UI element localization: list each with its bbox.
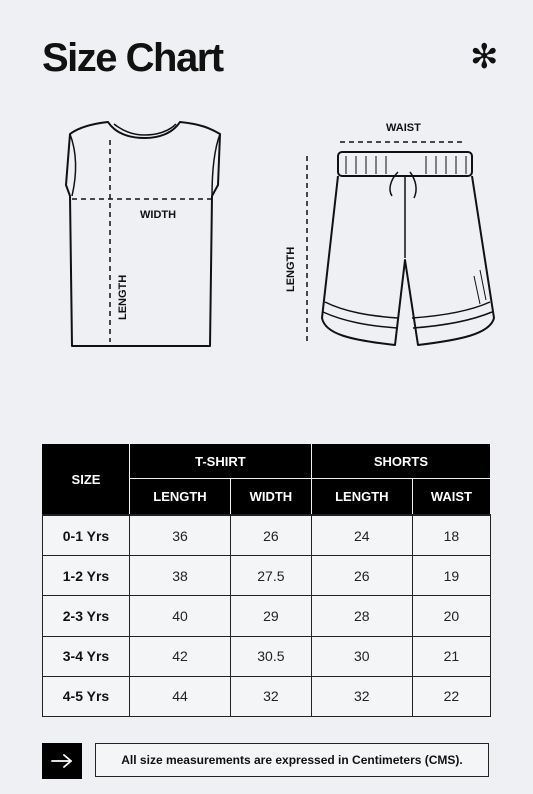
column-header: WIDTH (230, 479, 311, 516)
table-cell: 36 (130, 515, 231, 556)
shorts-illustration (307, 142, 494, 345)
tshirt-length-label: LENGTH (117, 274, 129, 320)
table-cell: 26 (230, 515, 311, 556)
table-row (43, 515, 491, 556)
table-row (43, 556, 491, 596)
table-cell: 32 (230, 676, 311, 716)
table-cell: 27.5 (230, 556, 311, 596)
arrow-right-icon (42, 743, 82, 779)
size-cell: 4-5 Yrs (43, 676, 130, 716)
size-cell: 1-2 Yrs (43, 556, 130, 596)
table-cell: 19 (412, 556, 490, 596)
table-cell: 29 (230, 596, 311, 636)
table-cell: 30 (311, 636, 412, 676)
table-cell: 44 (130, 676, 231, 716)
page-title: Size Chart (42, 36, 223, 80)
table-cell: 22 (412, 676, 490, 716)
measurement-note: All size measurements are expressed in Centimeters (CMS). (95, 743, 489, 777)
table-cell: 38 (130, 556, 231, 596)
group-header-tshirt: T-SHIRT (130, 444, 312, 479)
table-cell: 18 (412, 515, 490, 556)
size-header: SIZE (43, 444, 130, 516)
table-cell: 42 (130, 636, 231, 676)
group-header-shorts: SHORTS (311, 444, 490, 479)
tshirt-width-label: WIDTH (140, 209, 177, 221)
size-cell: 0-1 Yrs (43, 515, 130, 556)
table-cell: 21 (412, 636, 490, 676)
size-cell: 2-3 Yrs (43, 596, 130, 636)
tshirt-illustration (66, 122, 220, 346)
table-cell: 28 (311, 596, 412, 636)
table-cell: 40 (130, 596, 231, 636)
table-cell: 24 (311, 515, 412, 556)
shorts-waist-label: WAIST (386, 122, 421, 134)
size-table (42, 443, 491, 717)
column-header: LENGTH (130, 479, 231, 516)
shorts-length-label: LENGTH (285, 246, 297, 292)
table-row (43, 636, 491, 676)
table-cell: 30.5 (230, 636, 311, 676)
table-cell: 20 (412, 596, 490, 636)
table-cell: 26 (311, 556, 412, 596)
column-header: WAIST (412, 479, 490, 516)
asterisk-icon: ✻ (470, 38, 499, 76)
table-row (43, 596, 491, 636)
size-cell: 3-4 Yrs (43, 636, 130, 676)
table-cell: 32 (311, 676, 412, 716)
table-row (43, 676, 491, 716)
column-header: LENGTH (311, 479, 412, 516)
